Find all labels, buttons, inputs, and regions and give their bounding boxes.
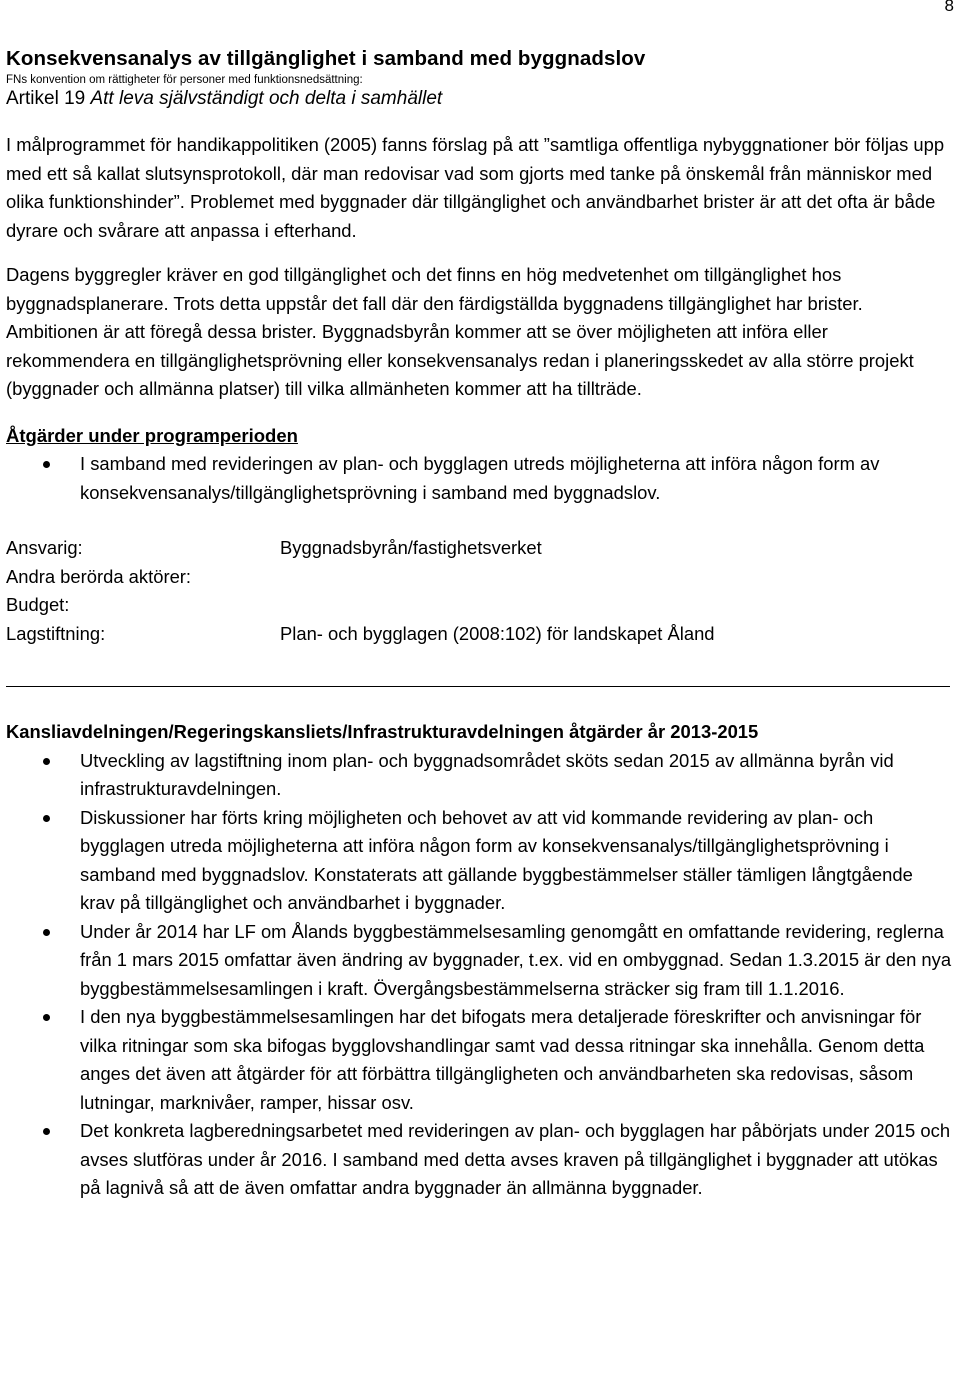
bullet-icon xyxy=(43,929,50,936)
list-item-text: Det konkreta lagberedningsarbetet med revideringen av plan- och bygglagen har påbörjats under 2015 och avses slutföras under år 2016. I samband med detta avses kraven på tillgänglighet i byggnader att utökas på lagnivå så att de även omfattar andra byggnader än allmänna byggnader. xyxy=(80,1120,951,1198)
list-item-text: Utveckling av lagstiftning inom plan- och byggnadsområdet sköts sedan 2015 av allmänna byrån vid infrastrukturavdelningen. xyxy=(80,749,894,799)
article-title: Att leva självständigt och delta i samhället xyxy=(90,88,443,109)
list-item xyxy=(6,1117,952,1203)
other-actors-value xyxy=(280,563,952,592)
list-item-text: Diskussioner har förts kring möjligheten och behovet av att vid kommande revidering av plan- och bygglagen utreda möjligheterna att införa någon form av konsekvensanalys/tillgänglighetsprövning i samband med byggnadslov. Konstaterats att gällande byggbestämmelser ställer tämligen långtgående krav på tillgänglighet och användbarhet i byggnader. xyxy=(80,806,913,913)
document-body xyxy=(6,44,952,1203)
list-item-text: I den nya byggbestämmelsesamlingen har det bifogats mera detaljerade föreskrifter och anvisningar för vilka ritningar som ska bifogas bygglovshandlingar samt vad dessa ritningar ska innehålla. Genom detta anges det även att åtgärder för att förbättra tillgängligheten och användbarheten ska redovisas, såsom lutningar, marknivåer, ramper, hissar osv. xyxy=(80,1006,925,1113)
actions-heading: Kansliavdelningen/Regeringskansliets/Infrastrukturavdelningen åtgärder år 2013-2015 xyxy=(6,721,759,742)
responsibility-table xyxy=(6,534,952,648)
bullet-icon xyxy=(43,1014,50,1021)
bullet-icon xyxy=(43,1128,50,1135)
article-reference xyxy=(6,86,952,112)
budget-value xyxy=(280,591,952,620)
intro-paragraph-problem: Problemet med byggnader där tillgänglighet och användbarhet brister är att det ofta är både dyrare och svårare att anpassa i efterhand. xyxy=(6,191,936,241)
measures-heading: Åtgärder under programperioden xyxy=(6,424,298,446)
list-item-text: I samband med revideringen av plan- och bygglagen utreds möjligheterna att införa någon form av konsekvensanalys/tillgänglighetsprövning i samband med byggnadslov. xyxy=(80,453,880,503)
other-actors-label: Andra berörda aktörer: xyxy=(6,565,192,587)
responsible-value: Byggnadsbyrån/fastighetsverket xyxy=(280,537,542,558)
bullet-icon xyxy=(43,461,50,468)
list-item-text: Under år 2014 har LF om Ålands byggbestämmelsesamling genomgått en omfattande revidering, reglerna från 1 mars 2015 omfattar även ändring av byggnader, t.ex. vid en ombyggnad. Sedan 1.3.2015 är den nya byggbestämmelsesamlingen i kraft. Övergångsbestämmelserna sträcker sig fram till 1.1.2016. xyxy=(80,920,952,999)
list-item xyxy=(6,450,952,507)
responsible-label: Ansvarig: xyxy=(6,537,83,558)
convention-reference: FNs konvention om rättigheter för personer med funktionsnedsättning: xyxy=(6,74,363,86)
bullet-icon xyxy=(43,815,50,822)
list-item xyxy=(6,747,952,804)
legislation-value: Plan- och bygglagen (2008:102) för landskapet Åland xyxy=(280,622,715,644)
actions-list xyxy=(6,747,952,1203)
list-item xyxy=(6,804,952,918)
article-prefix: Artikel 19 xyxy=(6,88,91,109)
section-divider xyxy=(6,686,950,687)
legislation-label: Lagstiftning: xyxy=(6,622,106,644)
page-number: 8 xyxy=(944,0,954,15)
bullet-icon xyxy=(43,758,50,765)
measures-list xyxy=(6,450,952,507)
document-title: Konsekvensanalys av tillgänglighet i samband med byggnadslov xyxy=(6,47,646,70)
budget-label: Budget: xyxy=(6,594,70,615)
list-item xyxy=(6,918,952,1004)
intro-paragraph-quote: I målprogrammet för handikappolitiken (2005) fanns förslag på att ”samtliga offentliga nybyggnationer bör följas upp med ett så kallat slutsynsprotokoll, där man redovisar vad som gjorts med tanke på önskemål från människor med olika funktionshinder”. xyxy=(6,134,945,212)
intro-paragraph xyxy=(6,131,952,245)
list-item xyxy=(6,1003,952,1117)
regulations-paragraph: Dagens byggregler kräver en god tillgänglighet och det finns en hög medvetenhet om tillgänglighet hos byggnadsplanerare. Trots detta uppstår det fall där den färdigställda byggnadens tillgänglighet har brister. Ambitionen är att föregå dessa brister. Byggnadsbyrån kommer att se över möjligheten att införa eller rekommendera en tillgänglighetsprövning eller konsekvensanalys redan i planeringsskedet av alla större projekt (byggnader och allmänna platser) till vilka allmänheten kommer att ha tillträde. xyxy=(6,264,914,399)
